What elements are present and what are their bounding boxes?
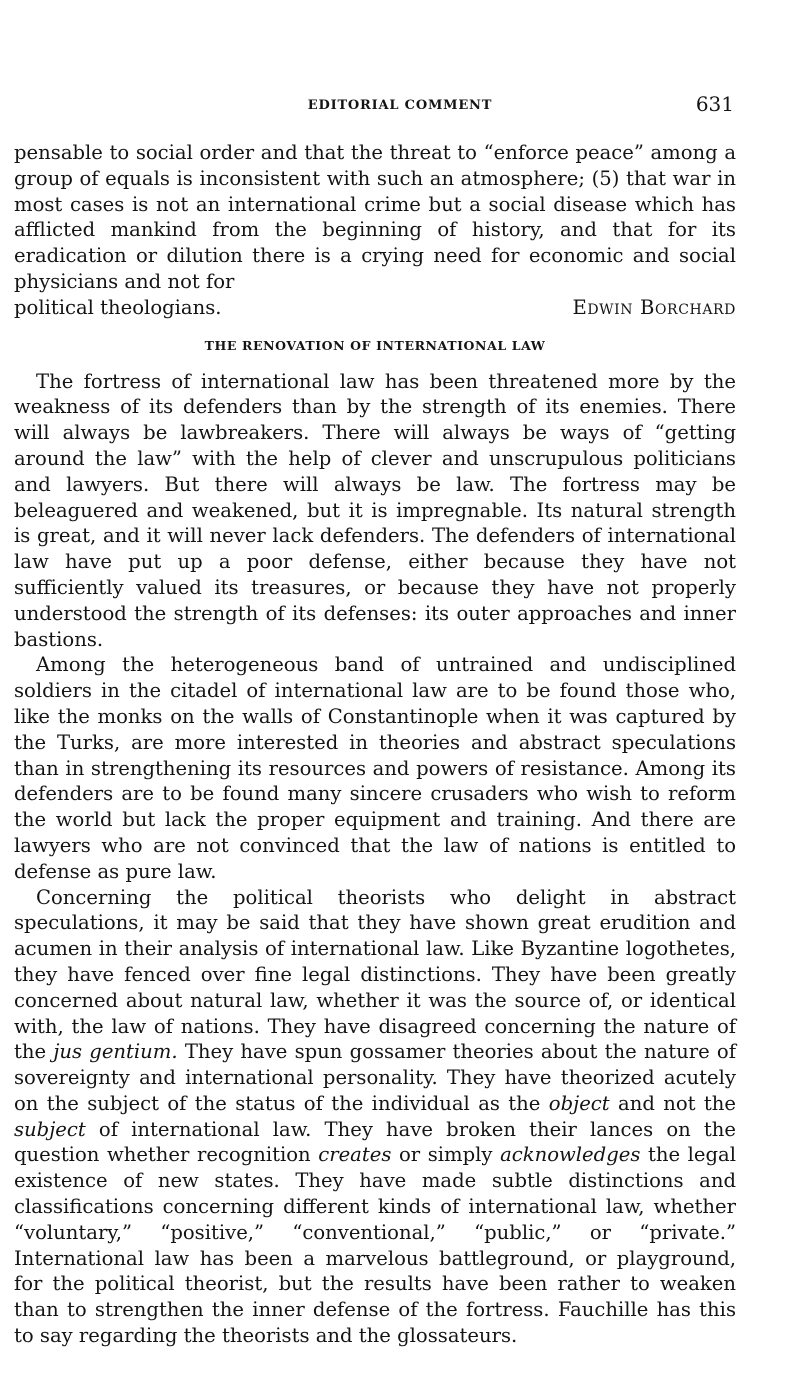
paragraph-3-italic: creates — [318, 1143, 392, 1167]
previous-article-text: pensable to social order and that the threat to “enforce peace” among a group of equals is inconsistent with such an atmosphere; (5) that war in most cases is not an international crime but a social disease which has afflicted mankind from the beginning of history, and that for its eradication or dilution there is a crying need for economic and social physicians and not for — [14, 141, 736, 293]
paragraph-3-text: They have spun gossamer theories about the nature of sovereignty and international personality. They have theorized acutely on the subject of the status of the individual as the — [14, 1040, 736, 1115]
paragraph-3-text: the legal existence of new states. They have made subtle distinctions and classifications concerning different kinds of international law, whether “voluntary,” “positive,” “conventional,” “public,” or “private.” International law has been a marvelous battleground, or playground, for the political theorist, but the results have been rather to weaken than to strengthen the inner defense of the fortress. Fauchille has this to say regarding the theorists and the glossateurs. — [14, 1143, 736, 1348]
article-paragraph-3 — [14, 885, 736, 1349]
closing-line — [14, 295, 736, 321]
article-title: THE RENOVATION OF INTERNATIONAL LAW — [204, 337, 546, 353]
running-head — [0, 92, 800, 120]
paragraph-3-italic: jus gentium. — [53, 1040, 178, 1064]
running-title: EDITORIAL COMMENT — [307, 98, 493, 113]
paragraph-3-text: and not the — [609, 1091, 736, 1115]
paragraph-3-italic: acknowledges — [500, 1143, 641, 1167]
page-number: 631 — [695, 92, 734, 116]
body-text — [14, 140, 736, 1349]
paragraph-3-italic: object — [548, 1091, 610, 1115]
author-signature: Edwin Borchard — [572, 295, 736, 319]
paragraph-3-text: of international law. They have broken their lances on the question whether recognition — [14, 1117, 736, 1167]
paragraph-3-italic: subject — [14, 1117, 86, 1141]
paragraph-3-text: or simply — [391, 1143, 501, 1167]
article-paragraph-1: The fortress of international law has been threatened more by the weakness of its defenders than by the strength of its enemies. There will always be lawbreakers. There will always be ways of “getting around the law” with the help of clever and unscrupulous politicians and lawyers. But there will always be law. The fortress may be beleaguered and weakened, but it is impregnable. Its natural strength is great, and it will never lack defenders. The defenders of international law have put up a poor defense, either because they have not sufficiently valued its treasures, or because they have not properly understood the strength of its defenses: its outer approaches and inner bastions. — [14, 369, 736, 651]
article-paragraph-2: Among the heterogeneous band of untrained and undisciplined soldiers in the citadel of international law are to be found those who, like the monks on the walls of Constantinople when it was captured by the Turks, are more interested in theories and abstract speculations than in strengthening its resources and powers of resistance. Among its defenders are to be found many sincere crusaders who wish to reform the world but lack the proper equipment and training. And there are lawyers who are not convinced that the law of nations is entitled to defense as pure law. — [14, 653, 736, 883]
paragraph-3-text: Concerning the political theorists who delight in abstract speculations, it may be said that they have shown great erudition and acumen in their analysis of international law. Like Byzantine logothetes, they have fenced over fine legal distinctions. They have been greatly concerned about natural law, whether it was the source of, or identical with, the law of nations. They have disagreed concerning the nature of the — [14, 885, 736, 1064]
previous-article-last-line: political theologians. — [14, 295, 222, 319]
